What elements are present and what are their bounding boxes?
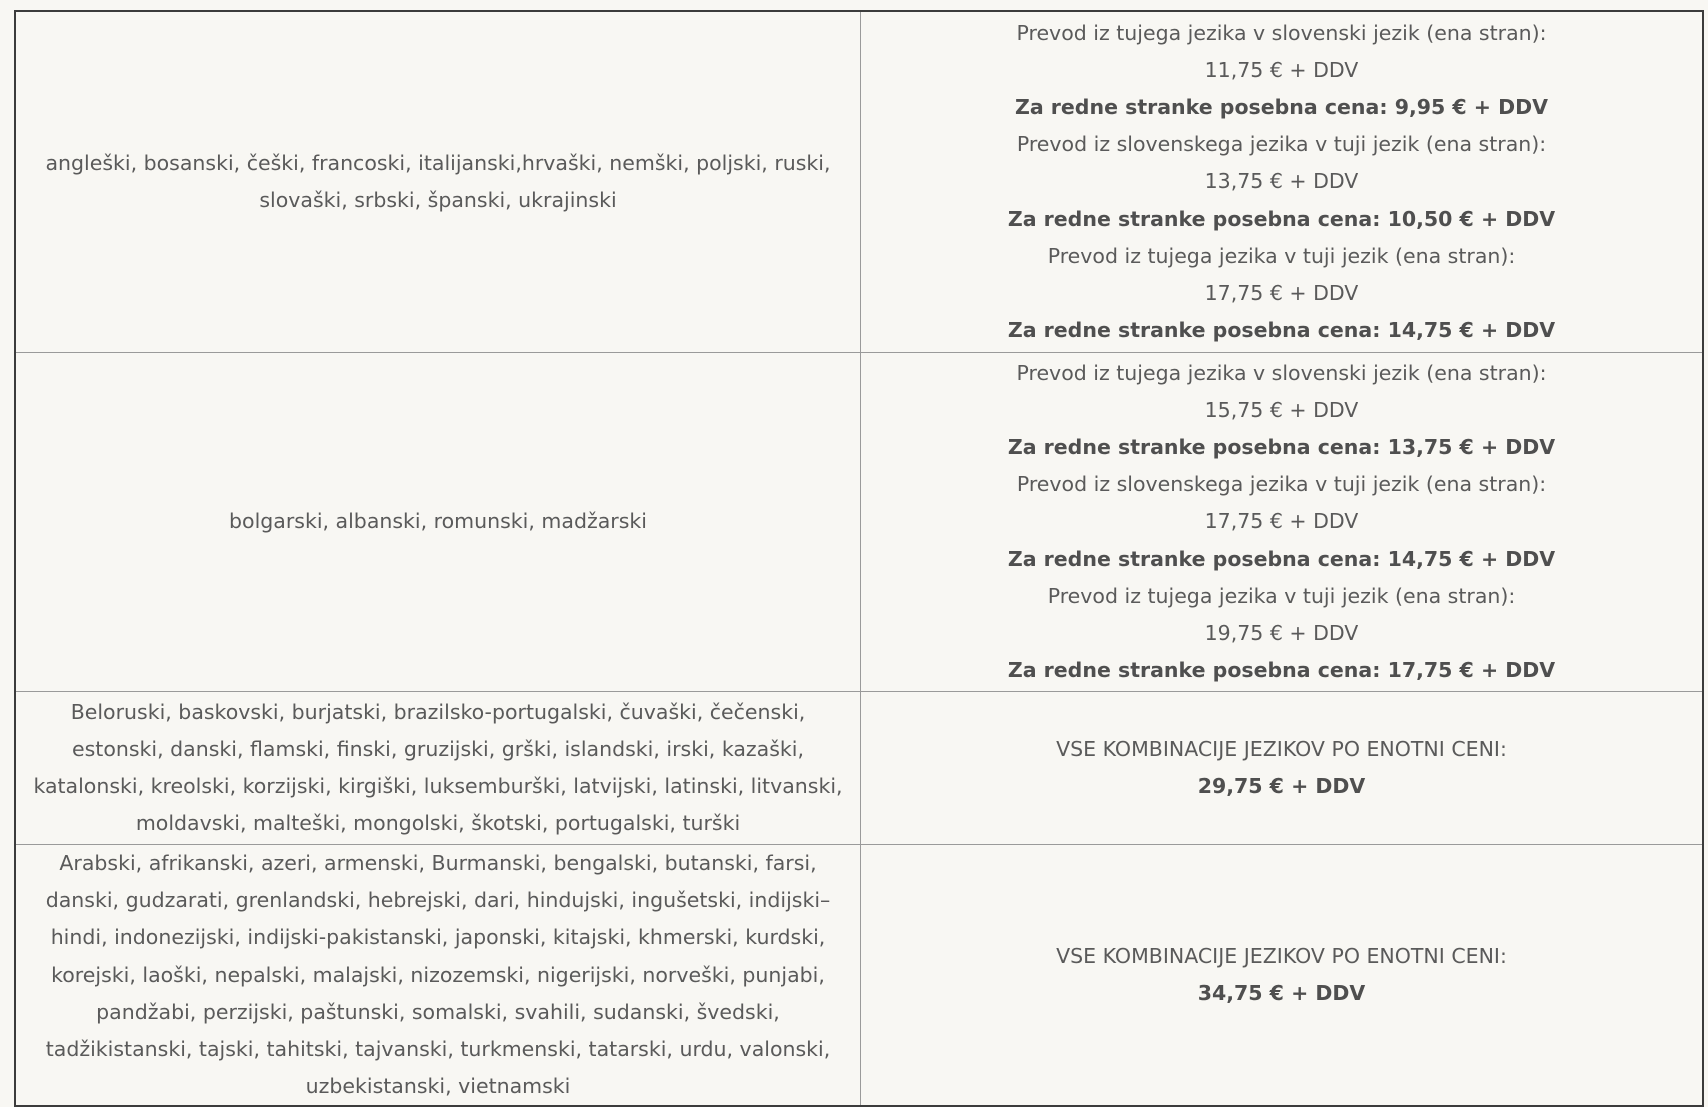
languages-cell bbox=[15, 692, 861, 845]
pricing-price: 11,75 € + DDV bbox=[1204, 57, 1359, 82]
languages-list: Beloruski, baskovski, burjatski, brazilsko-portugalski, čuvaški, čečenski, estonski, danski, flamski, finski, gruzijski, grški, islandski, irski, kazaški, katalonski, kreolski, korzijski, kirgiški, luksemburški, latvijski, latinski, litvanski, moldavski, malteški, mongolski, škotski, portugalski, turški bbox=[33, 699, 843, 836]
special-price: Za redne stranke posebna cena: 10,50 € + DDV bbox=[1007, 206, 1556, 231]
languages-cell bbox=[15, 353, 861, 692]
pricing-label: Prevod iz tujega jezika v tuji jezik (ena stran): bbox=[1047, 583, 1516, 608]
table-row bbox=[15, 692, 1703, 845]
languages-list: angleški, bosanski, češki, francoski, italijanski,hrvaški, nemški, poljski, ruski, slovaški, srbski, španski, ukrajinski bbox=[45, 150, 831, 212]
unified-price: 34,75 € + DDV bbox=[1197, 981, 1366, 1006]
pricing-label: Prevod iz tujega jezika v tuji jezik (ena stran): bbox=[1047, 243, 1516, 268]
pricing-cell bbox=[861, 692, 1704, 845]
pricing-cell bbox=[861, 353, 1704, 692]
special-price: Za redne stranke posebna cena: 17,75 € + DDV bbox=[1007, 658, 1556, 683]
table-row bbox=[15, 11, 1703, 353]
pricing-label: Prevod iz slovenskega jezika v tuji jezik (ena stran): bbox=[1016, 132, 1547, 157]
special-price: Za redne stranke posebna cena: 14,75 € + DDV bbox=[1007, 546, 1556, 571]
languages-list: Arabski, afrikanski, azeri, armenski, Burmanski, bengalski, butanski, farsi, danski, gudzarati, grenlandski, hebrejski, dari, hindujski, ingušetski, indijski–hindi, indonezijski, indijski-pakistanski, japonski, kitajski, khmerski, kurdski, korejski, laoški, nepalski, malajski, nizozemski, nigerijski, norveški, punjabi, pandžabi, perzijski, paštunski, somalski, svahili, sudanski, švedski, tadžikistanski, tajski, tahitski, tajvanski, turkmenski, tatarski, urdu, valonski, uzbekistanski, vietnamski bbox=[45, 851, 831, 1099]
pricing-label: Prevod iz tujega jezika v slovenski jezik (ena stran): bbox=[1016, 360, 1547, 385]
special-price: Za redne stranke posebna cena: 13,75 € + DDV bbox=[1007, 434, 1556, 459]
pricing-cell bbox=[861, 11, 1704, 353]
pricing-price: 19,75 € + DDV bbox=[1204, 621, 1359, 645]
pricing-price: 15,75 € + DDV bbox=[1204, 397, 1359, 422]
pricing-cell bbox=[861, 845, 1704, 1107]
languages-cell bbox=[15, 11, 861, 353]
pricing-price: 17,75 € + DDV bbox=[1204, 281, 1359, 305]
pricing-price: 13,75 € + DDV bbox=[1204, 169, 1359, 194]
unified-price: 29,75 € + DDV bbox=[1197, 774, 1366, 798]
special-price: Za redne stranke posebna cena: 14,75 € + DDV bbox=[1007, 318, 1556, 343]
table-row bbox=[15, 845, 1703, 1107]
languages-list: bolgarski, albanski, romunski, madžarski bbox=[229, 509, 647, 534]
pricing-price: 17,75 € + DDV bbox=[1204, 509, 1359, 534]
price-table bbox=[14, 10, 1704, 1107]
unified-price-label: VSE KOMBINACIJE JEZIKOV PO ENOTNI CENI: bbox=[1056, 944, 1507, 968]
languages-cell bbox=[15, 845, 861, 1107]
special-price: Za redne stranke posebna cena: 9,95 € + DDV bbox=[1014, 94, 1549, 119]
table-row bbox=[15, 353, 1703, 692]
pricing-label: Prevod iz tujega jezika v slovenski jezik (ena stran): bbox=[1016, 20, 1547, 45]
pricing-label: Prevod iz slovenskega jezika v tuji jezik (ena stran): bbox=[1016, 472, 1547, 497]
unified-price-label: VSE KOMBINACIJE JEZIKOV PO ENOTNI CENI: bbox=[1056, 736, 1507, 761]
